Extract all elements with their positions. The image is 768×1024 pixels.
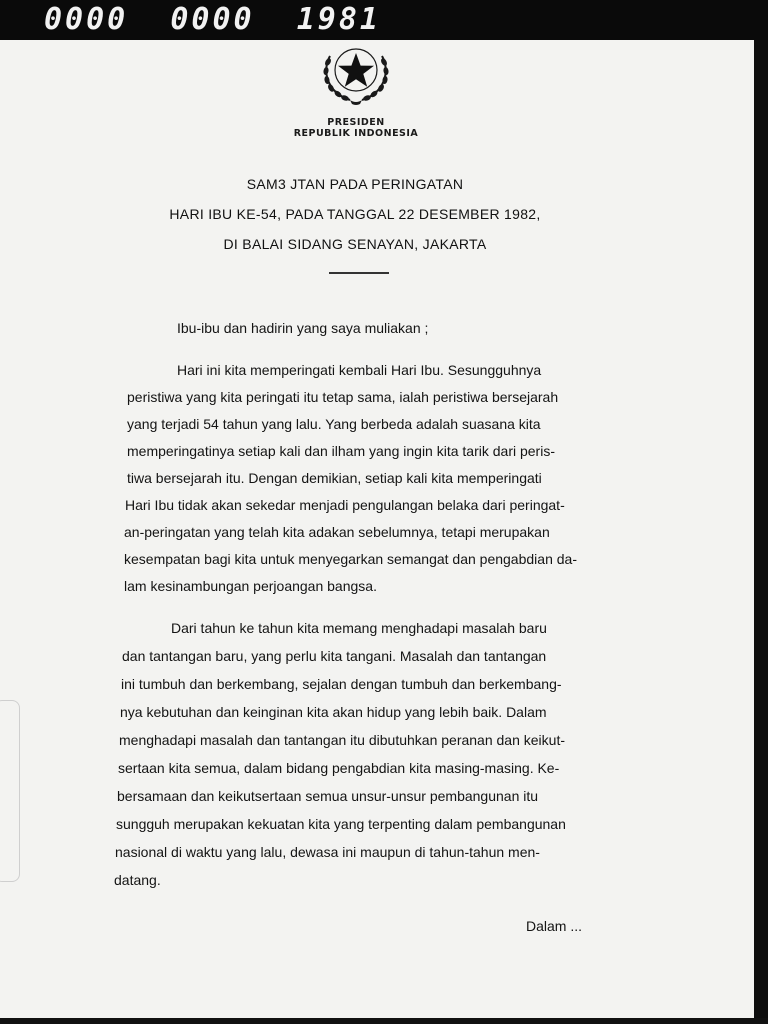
document-title-line-1: SAM3 JTAN PADA PERINGATAN — [246, 176, 464, 192]
paragraph-line: sungguh merupakan kekuatan kita yang terpenting dalam pembangunan — [116, 816, 566, 832]
paragraph-line: yang terjadi 54 tahun yang lalu. Yang berbeda adalah suasana kita — [127, 416, 541, 432]
paragraph-line: Hari ini kita memperingati kembali Hari Ibu. Sesungguhnya — [177, 362, 542, 378]
document-page — [0, 40, 754, 1018]
paragraph-line: menghadapi masalah dan tantangan itu dibutuhkan peranan dan keikut- — [119, 732, 565, 748]
film-right-border — [754, 40, 768, 1024]
presidential-seal-icon — [316, 40, 396, 106]
salutation: Ibu-ibu dan hadirin yang saya muliakan ; — [177, 320, 429, 336]
film-bottom-border — [0, 1018, 768, 1024]
paragraph-line: datang. — [114, 872, 161, 888]
scan-edge-mark — [0, 700, 20, 882]
film-strip — [0, 0, 768, 40]
document-title-line-2: HARI IBU KE-54, PADA TANGGAL 22 DESEMBER 1982, — [169, 206, 541, 222]
paragraph-line: memperingatinya setiap kali dan ilham yang ingin kita tarik dari peris- — [127, 443, 555, 459]
document-title-line-3: DI BALAI SIDANG SENAYAN, JAKARTA — [223, 236, 487, 252]
paragraph-line: ini tumbuh dan berkembang, sejalan dengan tumbuh dan berkembang- — [121, 676, 562, 692]
paragraph-line: lam kesinambungan perjoangan bangsa. — [124, 578, 377, 594]
paragraph-line: tiwa bersejarah itu. Dengan demikian, setiap kali kita memperingati — [127, 470, 542, 486]
paragraph-line: bersamaan dan keikutsertaan semua unsur-unsur pembangunan itu — [117, 788, 539, 804]
paragraph-line: Hari Ibu tidak akan sekedar menjadi pengulangan belaka dari peringat- — [125, 497, 565, 513]
paragraph-line: sertaan kita semua, dalam bidang pengabdian kita masing-masing. Ke- — [118, 760, 560, 776]
paragraph-line: nya kebutuhan dan keinginan kita akan hidup yang lebih baik. Dalam — [120, 704, 547, 720]
letterhead — [256, 117, 456, 139]
paragraph-line: Dari tahun ke tahun kita memang menghadapi masalah baru — [171, 620, 547, 636]
film-frame-code: 0000 0000 1981 — [44, 2, 381, 37]
title-divider — [329, 272, 389, 274]
paragraph-line: an-peringatan yang telah kita adakan sebelumnya, tetapi merupakan — [124, 524, 550, 540]
paragraph-line: peristiwa yang kita peringati itu tetap sama, ialah peristiwa bersejarah — [127, 389, 559, 405]
paragraph-line: kesempatan bagi kita untuk menyegarkan semangat dan pengabdian da- — [124, 551, 577, 567]
paragraph-line: nasional di waktu yang lalu, dewasa ini maupun di tahun-tahun men- — [115, 844, 540, 860]
paragraph-line: dan tantangan baru, yang perlu kita tangani. Masalah dan tantangan — [122, 648, 547, 664]
letterhead-title: PRESIDEN — [327, 117, 385, 128]
page-continuation: Dalam ... — [526, 918, 583, 934]
letterhead-subtitle: REPUBLIK INDONESIA — [293, 128, 419, 139]
